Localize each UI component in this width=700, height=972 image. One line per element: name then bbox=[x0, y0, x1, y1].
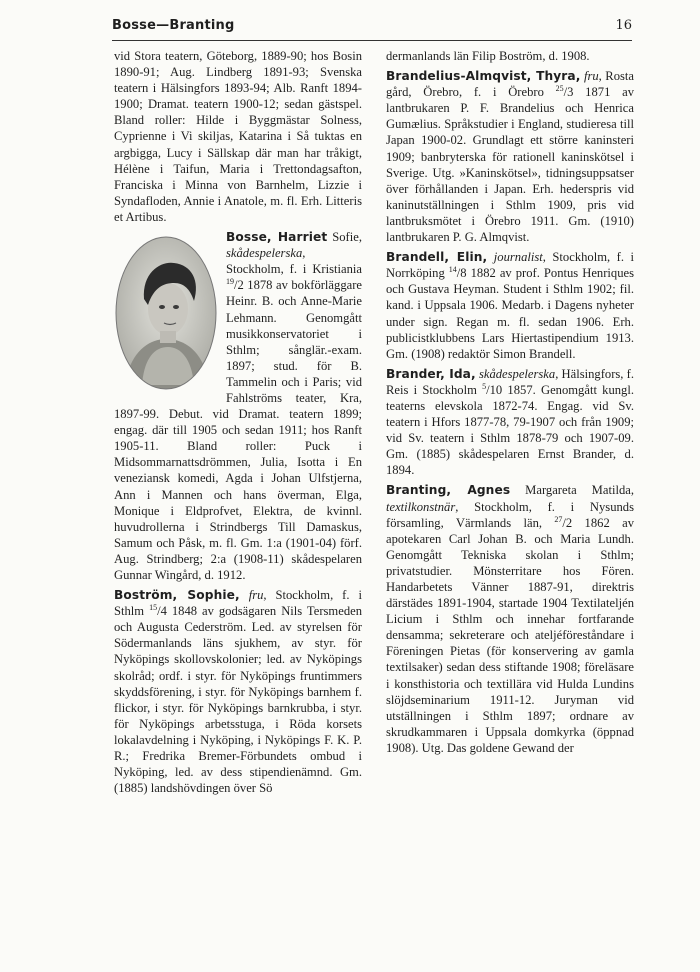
entry-brandelius bbox=[386, 68, 634, 245]
portrait-photo bbox=[114, 235, 218, 391]
date-superscript: 14 bbox=[448, 265, 457, 275]
entry-role: skådespelerska bbox=[478, 366, 556, 381]
entry-bosse-continued bbox=[114, 48, 362, 225]
entry-text: /4 1848 av godsägaren Nils Tersmeden och Augusta Cederström. Led. av styrelsen för Södermanlands läns sjukhem, av styr. för Nyköpings skollovskolonier; led. av Nyköpings skolråd; ordf. i styr. för Nyköpings fruntimmers skyddsförening, i styr. för Nyköpings barnhem f. flickor, i styr. för Nyköpings barnkrubba, i styr. för Nyköpings arbetsstuga, i Röda korsets lokalavdelning i Nyköping, i Nyköpings F. K. P. R.; Fredrika Bremer-Förbundets ombud i Nyköping, led. av dess stipendienämnd. Gm. (1885) landshövdingen över Sö bbox=[114, 604, 362, 796]
date-superscript: 27 bbox=[554, 514, 563, 524]
entry-role: skådespelerska bbox=[226, 246, 303, 261]
entry-bosse-harriet bbox=[114, 229, 362, 583]
running-title: Bosse—Branting bbox=[112, 18, 235, 33]
page-number: 16 bbox=[615, 18, 632, 33]
entry-text: , Stockholm, f. i Sthlm bbox=[114, 588, 362, 619]
date-superscript: 25 bbox=[555, 84, 564, 93]
entry-brandell bbox=[386, 249, 634, 362]
entry-text: dermanlands län Filip Boström, d. 1908. bbox=[386, 49, 590, 63]
entry-text: /8 1882 av prof. Pontus Henriques och Gustava Heyman. Student i Sthlm 1902; fil. kand. i Uppsala 1906. Medarb. i Dagens nyheter under sign. Regan m. fl. sedan 1906. Erh. publicistklubbens Lars Hiertastipendium 1913. Gm. (1908) redaktör Simon Brandell. bbox=[386, 266, 634, 361]
date-superscript: 5 bbox=[482, 381, 487, 391]
entry-text: Sofie, bbox=[327, 230, 362, 245]
entry-text: , Rosta gård, Örebro, f. i Örebro bbox=[386, 69, 634, 100]
entry-text: /3 1871 av lantbrukaren P. F. Brandelius och Henrica Gumælius. Språkstudier i England, studieresa till Japan 1900-02. Grundlagt ett större kaninsteri 1909; banbryterska för rationell kaninskötsel i Sverige. Utg. »Kaninskötsel», tidningsuppsatser över förhållanden i Japan. Erh. hederspris vid kaninutställningen i Sthlm 1909, pris vid lantbruksmötet i Örebro 1911. Gm. (1910) lantbrukaren P. G. Almqvist. bbox=[386, 85, 635, 245]
entry-name: Boström, Sophie, bbox=[114, 588, 240, 603]
entry-text: /2 1862 av apotekaren Carl Johan B. och Maria Lundh. Genomgått Tekniska skolan i Sthlm; privatstudier. Mönsterritare hos Fören. Handarbetets Vänner 1887-91, direktris därstädes 1891-1904, startade 1904 Textilateljén Licium i Sthlm och innehar fortfarande densamma; sekreterare och ateljéföreståndare i Föreningen Pietas (för konservering av gamla textilsaker) sedan dess stiftande 1908; föreläsare i konsthistoria och textillära vid Hulda Lundins slöjdseminarium 1911-12. Juryman vid utställningen i Sthlm 1897; ordnare av skrudkammaren i Uppsala domkyrka (öppnad 1908). Utg. Das goldene Gewand der bbox=[386, 515, 634, 755]
entry-text: , Hälsingfors, f. Reis i Stockholm bbox=[386, 366, 634, 397]
entry-text: /2 1878 av bokförläggare Heinr. B. och Anne-Marie Lehmann. Genomgått musikkonservatoriet i Sthlm; sånglär.-exam. 1897; stud. för B. Tammelin och i Paris; vid Fahlströms teater, Kra, 1897-99. Debut. vid Dramat. teatern 1899; engag. där till 1905 och sedan 1911; hos Ranft 1905-11. Bland roller: Puck i Midsommarnattsdrömmen, Julia, Isotta i En veneziansk komedi, Agda i Johan Ulfstjerna, Ann i Mannen och hans överman, Elga, Monique i Eldprofvet, Elektra, de kvinnl. huvudrollerna i Strindbergs Till Damaskus, Samum och Påsk, m. fl. Gm. 1:a (1901-04) förf. Aug. Strindberg; 2:a (1908-11) skådespelaren Gunnar Wingård, d. 1912. bbox=[114, 278, 362, 582]
entry-name: Brandelius-Almqvist, Thyra, bbox=[386, 69, 581, 84]
entry-role: fru bbox=[583, 69, 599, 84]
left-column bbox=[114, 48, 362, 796]
entry-name: Brander, Ida, bbox=[386, 366, 476, 381]
right-column bbox=[386, 48, 634, 756]
date-superscript: 15 bbox=[149, 603, 158, 612]
entry-name: Branting, Agnes bbox=[386, 483, 511, 498]
entry-role: journalist bbox=[493, 250, 543, 265]
entry-text: /10 1857. Genomgått kungl. teaterns elevskola 1872-74. Engag. vid Sv. teatern i Hfors 1877-78, 79-1907 och från 1909; vid Sv. teatern i Sthlm 1878-79 och 1907-09. Gm. (1885) skådespelaren Ernst Brander, d. 1894. bbox=[386, 382, 634, 478]
entry-name: Brandell, Elin, bbox=[386, 250, 488, 265]
page-header bbox=[112, 14, 632, 41]
entry-role: textilkonstnär bbox=[386, 499, 456, 514]
entry-brander bbox=[386, 366, 634, 479]
entry-text: , Stockholm, f. i Kristiania bbox=[226, 246, 362, 277]
entry-name: Bosse, Harriet bbox=[226, 230, 328, 245]
entry-text: , Stockholm, f. i Nysunds församling, Värmlands län, bbox=[386, 499, 634, 530]
entry-role: fru bbox=[248, 588, 264, 603]
entry-bostrom-continued bbox=[386, 48, 634, 64]
entry-bostrom-sophie bbox=[114, 587, 362, 796]
entry-text: , Stockholm, f. i Norrköping bbox=[386, 250, 634, 281]
date-superscript: 19 bbox=[226, 277, 234, 287]
entry-text: vid Stora teatern, Göteborg, 1889-90; hos Bosin 1890-91; Aug. Lindberg 1891-93; Svenska teatern i Hälsingfors 1893-94; Alb. Ranft 1894-1900; Dramat. teatern 1900-12; sedan gästspel. Bland roller: Hilde i Byggmästar Solness, Cyprienne i Vi skiljas, Katarina i Så tuktas en argbigga, Lucy i Sällskap där man har tråkigt, Hélène i Taifun, Maria i Trettondagsafton, Franciska i Minna von Barnhelm, Lizzie i Syndafloden, Annie i Anatole, m. fl. Erh. Litteris et Artibus. bbox=[114, 49, 362, 224]
entry-branting bbox=[386, 482, 634, 756]
entry-text: Margareta Matilda, bbox=[510, 483, 634, 498]
